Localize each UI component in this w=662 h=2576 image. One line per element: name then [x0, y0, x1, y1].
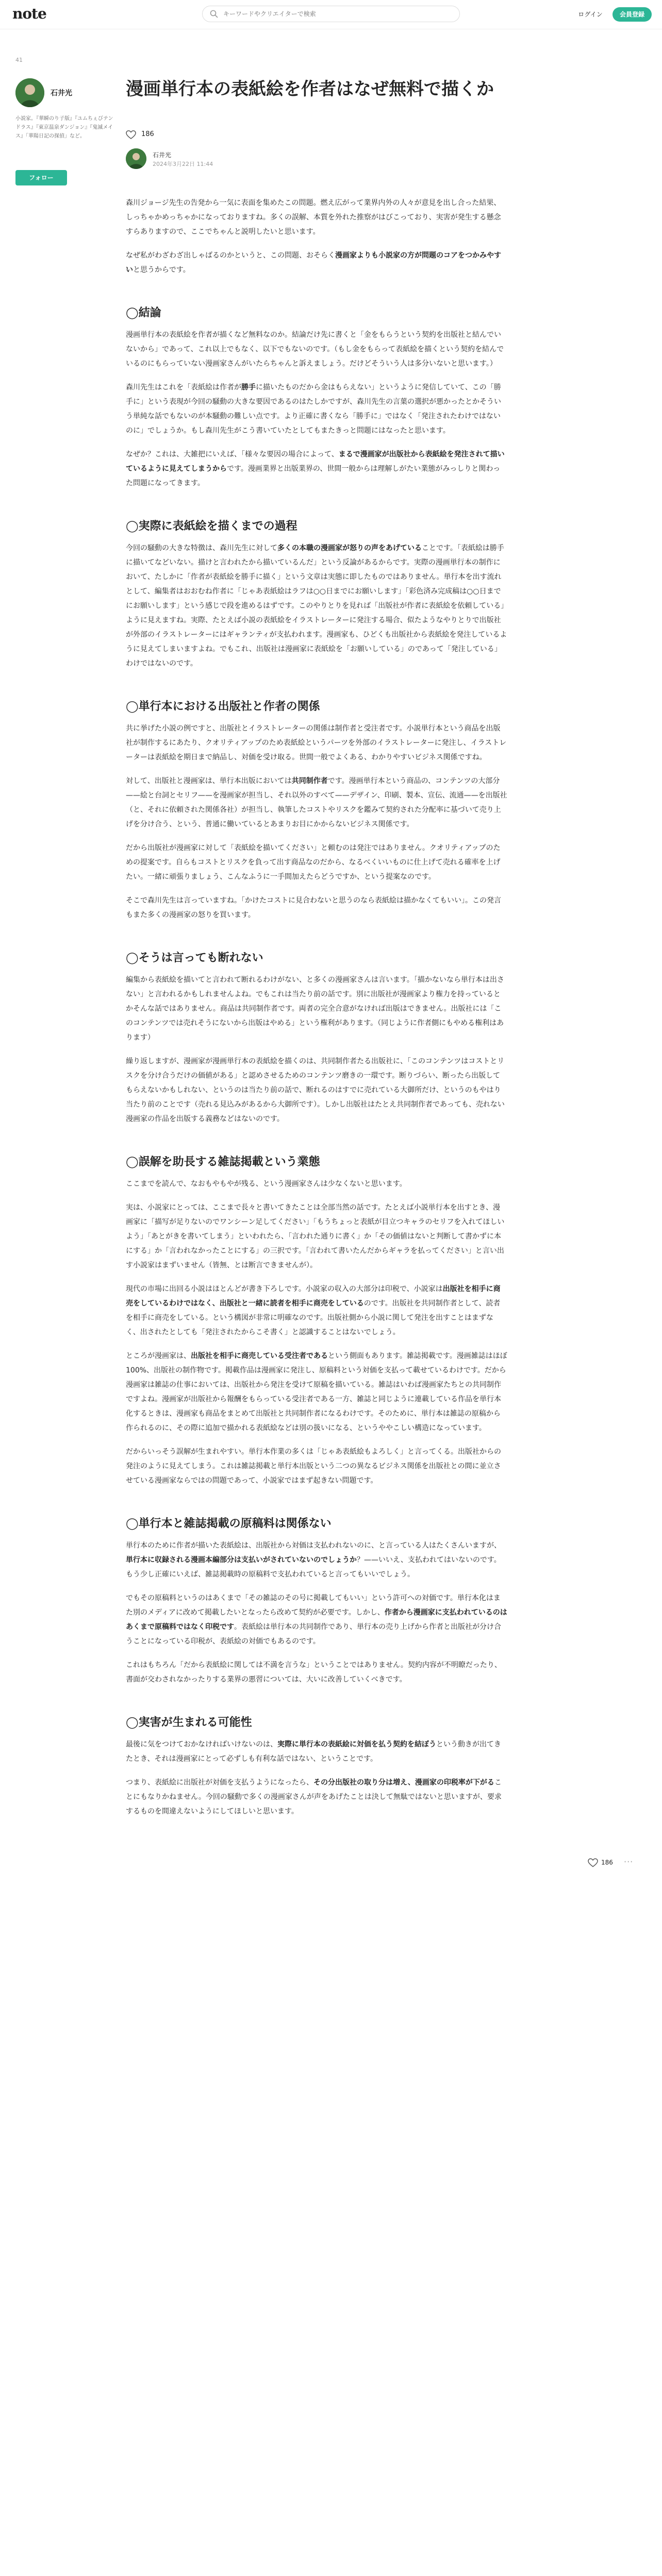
paragraph [126, 1538, 507, 1582]
paragraph [126, 447, 507, 490]
text-segment: 。表紙絵は単行本の共同制作であり、単行本の売り上げから作者と出版社が分け合うことになっている印税が、表紙絵の対価でもあるのです。 [126, 1623, 501, 1646]
search-icon [210, 10, 218, 18]
paragraph [126, 1775, 507, 1819]
search-box[interactable] [202, 6, 460, 22]
text-segment: という側面もあります。雑誌掲載です。漫画雑誌はほぼ100%、出版社の制作物です。掲載作品は漫画家に発注し、原稿料という対価を支払って載せているわけです。だから漫画家は雑誌の仕事においては、出版社から発注を受けて原稿を描いている。雑誌はいわば漫画家たちとの共同制作ですよね。漫画家が出版社から報酬をもらっている受注者である一方、雑誌と同じように連載している作品を単行本化するときは、漫画家も商品をまとめて出版社と共同制作者になるわけです。そのために、単行本は雑誌の原稿から作られるのに、その際に追加で描かれる表紙絵などは別の扱いになる、というややこしい構造になっています。 [126, 1352, 507, 1432]
emphasis-text: その分出版社の取り分は増え、漫画家の印税率が下がる [313, 1778, 494, 1787]
author-avatar-image [126, 148, 146, 169]
signup-button[interactable]: 会員登録 [613, 7, 652, 22]
text-segment: なぜか？これは、大雑把にいえば、「様々な要因の場合によって、 [126, 450, 339, 459]
text-segment: なぜ私がわざわざ出しゃばるのかというと、この問題、おそらく [126, 251, 335, 260]
paragraph [126, 1349, 507, 1435]
emphasis-text: 作者から漫画家に支払われているのはあくまで原稿料ではなく印税です [126, 1608, 507, 1631]
paragraph: 漫画単行本の表紙絵を作者が描くなど無料なのか。結論だけ先に書くと「金をもらうという契約を出版社と結んでいないから」であって、これ以上でもなく、以下でもないのです。（もし金をもらって表紙絵を描くという契約を結んでいるのにもらっていない漫画家さんがいたらちゃんと訴えましょう。だけどそういう人は多分いないと思います。） [126, 331, 504, 368]
emphasis-text: 漫画家よりも小説家の方が問題のコアをつかみやすい [126, 251, 501, 274]
paragraph: 共に挙げた小説の例ですと、出版社とイラストレーターの関係は制作者と受注者です。小説単行本という商品を出版社が制作するにあたり、クオリティアップのため表紙絵というパーツを外部のイラストレーターに発注し、イラストレーターは表紙絵を期日まで納品し、対価を受け取る。世間一般でよくある、わかりやすいビジネス関係ですね。 [126, 724, 507, 761]
paragraph [126, 541, 507, 671]
login-button[interactable]: ログイン [578, 11, 603, 18]
sidebar-count: 41 [15, 57, 23, 63]
text-segment: に描いたものだから金はもらえない」というように発信していて、この「勝手に」という表現が今回の騒動の大きな要因であるのはたしかですが、森川先生の言葉の選択が悪かったとかそういう単純な話でもないのが本騒動の難しい点です。より正確に書くなら「勝手に」ではなく「発注されたわけではないのに」でしょうか。もし森川先生がこう書いていたとしてもまたきっと問題にはなったと思います。 [126, 383, 501, 435]
text-segment: 最後に気をつけておかなければいけないのは、 [126, 1740, 277, 1749]
emphasis-text: 多くの本職の漫画家が怒りの声をあげている [277, 544, 422, 552]
text-segment: ？——いいえ、支払われてはいないのです。もう少し正確にいえば、雑誌掲載時の原稿料で支払われていると言ってもいいでしょう。 [126, 1556, 501, 1579]
publish-date: 2024年3月22日 11:44 [153, 161, 213, 167]
follow-button[interactable] [15, 170, 67, 185]
like-count: 186 [141, 130, 154, 138]
text-segment: 森川先生はこれを「表紙絵は作者が [126, 383, 241, 392]
text-segment: 単行本のために作者が描いた表紙絵は、出版社から対価は支払われないのに、と言っている人はたくさんいますが、 [126, 1541, 501, 1550]
section-heading: ◯実際に表紙絵を描くまでの過程 [126, 520, 297, 533]
avatar[interactable] [15, 78, 44, 107]
paragraph [126, 1591, 507, 1649]
text-segment: 現代の市場に出回る小説はほとんどが書き下ろしです。小説家の収入の大部分は印税で、小説家は [126, 1285, 443, 1293]
heart-icon[interactable] [126, 130, 136, 140]
text-segment: 今回の騒動の大きな特徴は、森川先生に対して [126, 544, 277, 552]
paragraph: 森川ジョージ先生の告発から一気に表面を集めたこの問題。燃え広がって業界内外の人々が意見を出し合った結果、しっちゃかめっちゃかになっておりますね。多くの誤解、本質を外れた推察がはびこっており、実害が発生する懸念すらありますので、ここでちゃんと説明したいと思います。 [126, 199, 501, 236]
emphasis-text: 実際に単行本の表紙絵に対価を払う契約を結ぼう [277, 1740, 436, 1749]
emphasis-text: 勝手 [241, 383, 256, 392]
paragraph [126, 1737, 507, 1766]
section-heading: ◯実害が生まれる可能性 [126, 1716, 252, 1729]
sidebar-author-name[interactable]: 石井光 [51, 89, 72, 97]
author-row [126, 148, 332, 171]
floating-like-bar [588, 1855, 634, 1871]
emphasis-text: まるで漫画家が出版社から表紙絵を発注されて描いているように見えてしまうから [126, 450, 505, 473]
author-avatar[interactable] [126, 148, 146, 169]
floating-heart-icon[interactable] [588, 1858, 598, 1868]
text-segment: です。漫画単行本という商品の、コンテンツの大部分——絵と台詞とセリフ——を漫画家が担当し、それ以外のすべて——デザイン、印刷、製本、宣伝、流通——を出版社（と、それに依頼された関係各社）が担当し、執筆したコストやリスクを鑑みて契約された分配率に基づいて売り上げを分け合う、という、普通に働いているとあまりお目にかからないビジネス関係です。 [126, 777, 507, 828]
avatar-image [15, 78, 44, 107]
paragraph [126, 380, 507, 438]
more-options-icon[interactable]: ··· [624, 1857, 634, 1867]
text-segment: でもその原稿料というのはあくまで「その雑誌のその号に掲載してもいい」という許可への対価です。単行本化はまた別のメディアに改めて掲載したいとなったら改めて契約が必要です。しかし、 [126, 1594, 501, 1617]
section-heading: ◯結論 [126, 307, 161, 319]
text-segment: です。漫画業界と出版業界の、世間一般からは理解しがたい業態がみっしりと関わった問題になってきます。 [126, 465, 501, 487]
paragraph [126, 248, 507, 277]
site-header [0, 0, 662, 29]
section-heading: ◯そうは言っても断れない [126, 952, 263, 964]
text-segment: ところが漫画家は、 [126, 1352, 191, 1360]
article-title: 漫画単行本の表紙絵を作者はなぜ無料で描くか [126, 79, 494, 99]
paragraph [126, 1200, 507, 1273]
note-logo[interactable]: note [12, 5, 46, 22]
text-segment: のです。出版社を共同制作者として、読者を相手に商売をしている。という構図が非常に明確なのです。出版社側から小説に関して発注を出すことはまずなく、出されたとしても「発注されたからこそ書く」と認識することはないでしょう。 [126, 1299, 501, 1336]
text-segment: 対して、出版社と漫画家は、単行本出版においては [126, 777, 292, 785]
paragraph: 編集から表紙絵を描いてと言われて断れるわけがない、と多くの漫画家さんは言います。「描かないなら単行本は出さない」と言われるかもしれませんよね。でもこれは当たり前の話です。別に出版社が漫画家より権力を持っているとかそんな話ではありません。商品は共同制作者です。両者の完全合意がなければ出版はできません。出版社には「このコンテンツでは売れそうにないから出版はやめる」という権利があります。（同じように作者側にもやめる権利はあります） [126, 976, 504, 1042]
text-segment: ことです。「表紙絵は勝手に描いてなどいない。描けと言われたから描いているんだ」という反論があるからです。実際の漫画単行本の制作において、たしかに「作者が表紙絵を勝手に描く」という文章は実態に即したものではありません。単行本を出す流れとして、編集者はおおむね作者に「じゃあ表紙絵はラフは○○日までにお願いします」「彩色済み完成稿は○○日までにお願いします」という感じで段を進めるはずです。このやりとりを見れば「出版社が作者に表紙絵を依頼している」ように見えますね。実際、たとえば小説の表紙絵をイラストレーターに発注する場合、似たようなやりとりで出版社が外部のイラストレーターにはギャランティが支払われます。漫画家も、ひどくも出版社から表紙絵を発注しているように見えてしまいますよね。でもこれ、出版社は漫画家に表紙絵を「お願いしている」のであって「発注している」わけではないのです。 [126, 544, 507, 668]
author-name[interactable]: 石井光 [153, 151, 172, 159]
article-body [126, 196, 507, 1828]
emphasis-text: 単行本に収録される漫画本編部分は支払いがされていないのでしょうか [126, 1556, 357, 1564]
paragraph: 繰り返しますが、漫画家が漫画単行本の表紙絵を描くのは、共同制作者たる出版社に、「このコンテンツはコストとリスクを分け合うだけの価値がある」と認めさせるためのコンテンツ磨きの一環です。断りづらい、断ったら出版してもらえないかもしれない、というのは当たり前の話で、断れるのはすでに売れている大御所だけ、というのもやはり当たり前のことです（売れる見込みがあるから大御所です）。しかし出版社はたとえ共同制作者であっても、売れない漫画家の作品を出版する義務などはないのです。 [126, 1057, 505, 1123]
floating-like-count: 186 [601, 1859, 613, 1866]
paragraph: だからいっそう誤解が生まれやすい。単行本作業の多くは「じゃあ表紙絵もよろしく」と言ってくる。出版社からの発注のように見えてしまう。これは雑誌掲載と単行本出版という二つの異なるビジネス関係を出版社との間に並立させている漫画家ならではの問題であって、小説家ではまず起きない問題です。 [126, 1448, 501, 1485]
paragraph: ここまでを読んで、なおもやもやが残る、という漫画家さんは少なくないと思います。 [126, 1180, 407, 1188]
sidebar-bio: 小説家。『華瞬のり子版』『ユムちぇびテンドラス』『東京温泉ダンジョン』『鬼滅メイス』「華陽日記の探偵」など。 [15, 116, 113, 139]
follow-button-label: フォロー [29, 174, 54, 181]
emphasis-text: 出版社を相手に商売している受注者である [191, 1352, 328, 1360]
paragraph: そこで森川先生は言っていますね。「かけたコストに見合わないと思うのなら表紙絵は描かなくてもいい」。この発言もまた多くの漫画家の怒りを買います。 [126, 896, 501, 919]
text-segment: と思うからです。 [133, 266, 190, 274]
emphasis-text: 出版社を相手に商売をしているわけではなく、出版社と一緒に読者を相手に商売をしている [126, 1285, 501, 1308]
text-segment: 実は、小説家にとっては、ここまで長々と書いてきたことは全部当然の話です。たとえば小説単行本を出すとき、漫画家に「描写が足りないのでワンシーン足してください」「もうちょっと表紙が目立つキャラのセリフを入れてほしいよう」「あとがきを書いてしまう」といわれたら、「言われた通りに書く」か「その価値はないと判断して書かずに本にする」か「言われなかったことにする」の三択です。「言われて書いたんだからギャラを払ってください」と言い出す小説家はまずいません（皆無、とは断言できませんが）。 [126, 1204, 505, 1269]
section-heading: ◯誤解を助長する雑誌掲載という業態 [126, 1156, 320, 1168]
paragraph: これはもちろん「だから表紙絵に関しては不満を言うな」ということではありません。契約内容が不明瞭だったり、書面が交わされなかったりする業界の悪習については、大いに改善していくべきです。 [126, 1661, 502, 1684]
emphasis-text: 共同制作者 [291, 777, 328, 785]
paragraph [126, 774, 507, 832]
section-heading: ◯単行本と雑誌掲載の原稿料は関係ない [126, 1517, 332, 1530]
section-heading: ◯単行本における出版社と作者の関係 [126, 700, 320, 713]
search-input[interactable] [223, 6, 450, 22]
text-segment: という動きが出てきたとき、それは漫画家にとって必ずしも有利な話ではない、ということです。 [126, 1740, 501, 1763]
text-segment: つまり、表紙絵に出版社が対価を支払うようになったら、 [126, 1778, 313, 1787]
paragraph [126, 1282, 507, 1340]
text-segment: ことにもなりかねません。今回の騒動で多くの漫画家さんが声をあげたことは決して無駄ではないと思いますが、要求するものを間違えないようにしてほしいと思います。 [126, 1778, 502, 1816]
paragraph: だから出版社が漫画家に対して「表紙絵を描いてください」と頼むのは発注ではありません。クオリティアップのための提案です。自らもコストとリスクを負って出す商品なのだから、なるべくいいものに仕上げて売れる確率を上げたい。一緒に頑張りましょう、こんなふうに一手間加えたらどうですか、という提案なのです。 [126, 844, 501, 881]
